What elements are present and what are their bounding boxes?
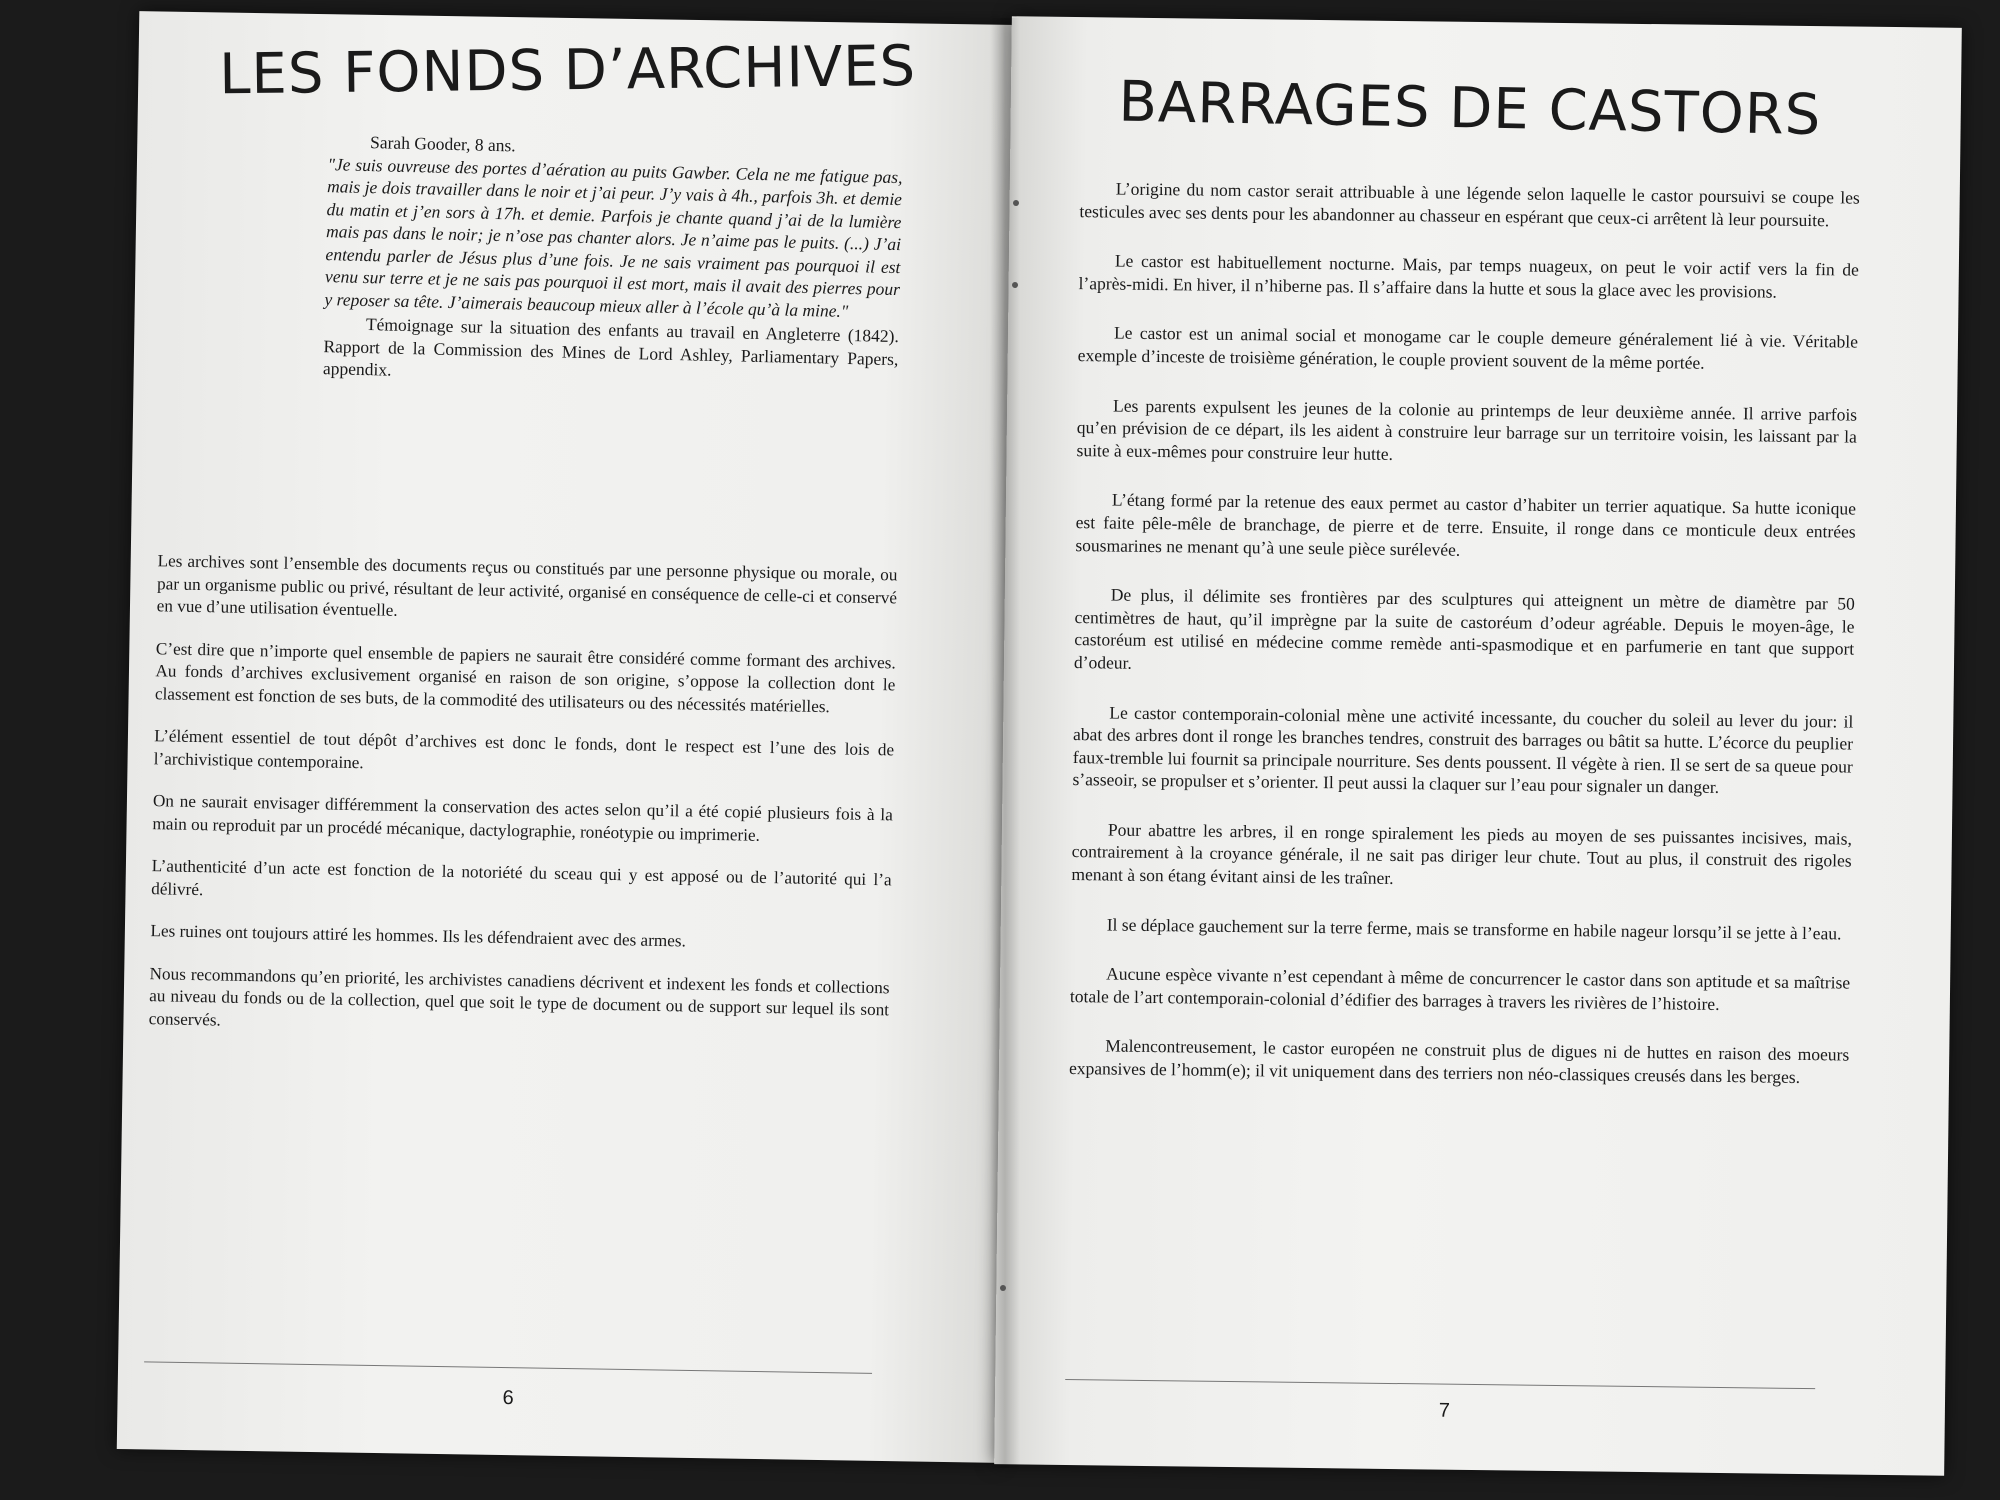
right-page (994, 16, 1962, 1475)
right-page-title: BARRAGES DE CASTORS (1117, 69, 1822, 149)
paragraph: L’élément essentiel de tout dépôt d’archives est donc le fonds, dont le respect est l’une des lois de l’archivistique contemporaine. (153, 726, 895, 772)
paragraph: Aucune espèce vivante n’est cependant à même de concurrencer le castor dans son aptitude et sa maîtrise totale de l’art contemporain-colonial d’édifier des barrages à travers les rivières de l’histoire. (1069, 963, 1851, 1014)
paragraph: Le castor est habituellement nocturne. Mais, par temps nuageux, on peut le voir actif vers la fin de l’après-midi. En hiver, il n’hiberne pas. Il s’affaire dans la hutte et sous la glace avec les provisions. (1078, 250, 1859, 302)
paragraph: Malencontreusement, le castor européen ne construit plus de digues ni de huttes en raison des moeurs expansives de l’homm(e); il vit uniquement dans des terriers non néo-classiques creusés dans les berges. (1068, 1035, 1850, 1087)
footer-rule (1065, 1379, 1815, 1389)
page-number: 7 (1438, 1399, 1451, 1422)
paragraph: On ne saurait envisager différemment la conservation des actes selon qu’il a été copié plusieurs fois à la main ou reproduit par un procédé mécanique, dactylographie, ronéotypie ou imprimerie. (152, 791, 893, 845)
paragraph: Nous recommandons qu’en priorité, les archivistes canadiens décrivent et indexent les fonds et collections au niveau du fonds ou de la collection, quel que soit le type de document ou de support sur lequel ils sont conservés. (148, 963, 890, 1030)
left-page (117, 11, 1021, 1463)
left-body-text (148, 550, 897, 1064)
paragraph: L’authenticité d’un acte est fonction de la notoriété du sceau qui y est apposé ou de l’autorité qui l’a délivré. (151, 856, 892, 899)
paragraph: Il se déplace gauchement sur la terre ferme, mais se transforme en habile nageur lorsqu’il se jette à l’eau. (1106, 914, 1842, 944)
paragraph: Le castor est un animal social et monogame car le couple demeure généralement lié à vie. Véritable exemple d’inceste de troisième génération, le couple provient souvent de la même portée. (1077, 322, 1859, 373)
paragraph: De plus, il délimite ses frontières par des sculptures qui atteignent un mètre de diamètre par 50 centimètres de haut, qu’il imprègne par la suite de castoréum d’odeur agréable. Depuis le moyen-âge, le castoréum est utilisé en médecine comme remède anti-spasmodique et en parfumerie en tant que support d’odeur. (1073, 584, 1855, 673)
page-number: 6 (502, 1387, 514, 1410)
left-page-title: LES FONDS D’ARCHIVES (218, 33, 917, 108)
paragraph: L’origine du nom castor serait attribuable à une légende selon laquelle le castor poursuivi se coupe les testicules avec ses dents pour les abandonner au chasseur en espérant que ceux-ci arrêtent là leur poursuite. (1079, 178, 1860, 230)
right-body-text (1069, 177, 1860, 1116)
quote-author: Sarah Gooder, 8 ans. (369, 132, 516, 156)
staple (1013, 200, 1019, 206)
staple (1000, 1285, 1006, 1291)
paragraph: Le castor contemporain-colonial mène une activité incessante, du coucher du soleil au lever du jour: il abat des arbres dont il ronge les branches tendres, construit des barrages ou bâtit sa hutte. L’écorce du peuplier faux-tremble lui fournit sa principale nourriture. Ses dents poussent. Il végète à rien. Il se sert de sa queue pour s’asseoir, se propulser et s’orienter. Il peut aussi la claquer sur l’eau pour signaler un danger. (1072, 701, 1854, 798)
quote-text: "Je suis ouvreuse des portes d’aération au puits Gawber. Cela ne me fatigue pas, mais je dois travailler dans le noir et j’ai peur. J’y vais à 4h., parfois 3h. et demie du matin et j’en sors à 17h. et demie. Parfois je chante quand j’ai de la lumière mais pas dans le noir; je n’ose pas chanter alors. Je n’aime pas le puits. (...) J’ai entendu parler de Jésus plus d’une fois. Je ne sais vraiment pas pourquoi il est venu sur terre et je ne sais pas pourquoi il est mort, mais il avait des pierres pour y reposer sa tête. J’aimerais beaucoup mieux aller à l’école qu’à la mine." (324, 153, 903, 321)
testimony-quote (323, 130, 904, 392)
paragraph: Les ruines ont toujours attiré les hommes. Ils les défendraient avec des armes. (150, 921, 687, 951)
paragraph: L’étang formé par la retenue des eaux permet au castor d’habiter un terrier aquatique. Sa hutte iconique est faite pêle-mêle de branchage, de pierre et de terre. Ensuite, il ronge dans ce monticule deux entrées sousmarines ne menant qu’à une seule pièce surélevée. (1075, 489, 1857, 560)
paragraph: Pour abattre les arbres, il en ronge spiralement les pieds au moyen de ses puissantes incisives, mais, contrairement à la croyance générale, il ne sait pas diriger leur chute. Tout au plus, il construit des rigoles menant à son étang évitant ainsi de les traîner. (1071, 819, 1853, 889)
footer-rule (144, 1361, 872, 1373)
paragraph: C’est dire que n’importe quel ensemble de papiers ne saurait être considéré comme formant des archives. Au fonds d’archives exclusivement organisé en raison de son origine, s’oppose la collection dont le classement est fonction de ses buts, de la commodité des utilisateurs ou des nécessités matérielles. (154, 638, 896, 716)
staple (1012, 282, 1018, 288)
quote-source: Témoignage sur la situation des enfants au travail en Angleterre (1842). Rapport de la Commission des Mines de Lord Ashley, Parliamentary Papers, appendix. (322, 314, 900, 380)
paragraph: Les parents expulsent les jeunes de la colonie au printemps de leur deuxième année. Il arrive parfois qu’en prévision de ce départ, ils les aident à construire leur barrage sur un territoire voisin, les laissant par la suite à eux-mêmes pour construire leur hutte. (1076, 395, 1858, 464)
paragraph: Les archives sont l’ensemble des documents reçus ou constitués par une personne physique ou morale, ou par un organisme public ou privé, résultant de leur activité, organisé en conséquence de celle-ci et conservé en vue d’une utilisation éventuelle. (156, 551, 898, 620)
